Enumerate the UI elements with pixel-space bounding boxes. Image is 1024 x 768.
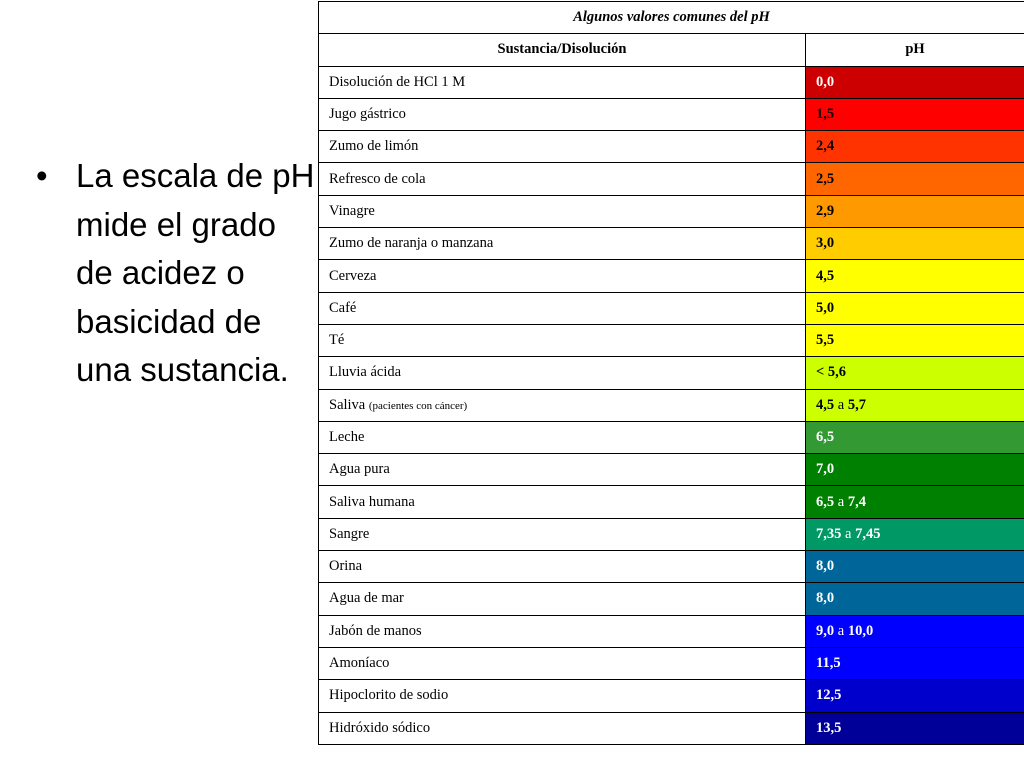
range-word: a [837,493,845,510]
substance-cell [319,615,806,647]
ph-value-cell [806,454,1024,486]
substance-name: Vinagre [329,202,375,219]
ph-value-cell [806,551,1024,583]
ph-value: 1,5 [816,106,835,123]
ph-value: 2,5 [816,170,835,187]
header-substance: Sustancia/Disolución [319,34,806,66]
substance-cell [319,98,806,130]
ph-value-cell [806,292,1024,324]
ph-value-cell [806,98,1024,130]
table-row [319,454,1024,486]
table-row [319,486,1024,518]
ph-value-cell [806,583,1024,615]
table-row [319,131,1024,163]
header-ph: pH [806,34,1024,66]
substance-name: Té [329,332,345,349]
substance-cell [319,195,806,227]
bullet-marker: • [36,157,48,194]
substance-cell [319,163,806,195]
ph-value-cell [806,712,1024,744]
substance-cell [319,454,806,486]
substance-cell [319,680,806,712]
table-row [319,712,1024,744]
table-row [319,228,1024,260]
substance-name: Jugo gástrico [329,106,406,123]
ph-value: 5,5 [816,332,835,349]
substance-cell [319,228,806,260]
substance-note: (pacientes con cáncer) [368,399,468,412]
ph-value-to: 7,45 [855,525,881,542]
ph-value: 13,5 [816,719,842,736]
ph-value: 12,5 [816,687,842,704]
ph-value-cell [806,486,1024,518]
substance-name: Zumo de limón [329,138,419,155]
ph-value-to: 5,7 [847,396,866,413]
ph-value: 11,5 [816,655,841,672]
ph-value-cell [806,260,1024,292]
substance-cell [319,583,806,615]
substance-name: Amoníaco [329,655,390,672]
table-row [319,66,1024,98]
substance-cell [319,389,806,421]
ph-value-cell [806,131,1024,163]
substance-name: Cerveza [329,267,377,284]
ph-value-cell [806,357,1024,389]
range-word: a [845,525,852,542]
substance-cell [319,324,806,356]
ph-value: 0,0 [816,73,835,90]
substance-cell [319,260,806,292]
table-row [319,98,1024,130]
table-caption: Algunos valores comunes del pH [319,2,1024,34]
ph-value-cell [806,228,1024,260]
substance-name: Sangre [329,525,370,542]
substance-name: Orina [329,558,363,575]
substance-name: Hidróxido sódico [329,719,431,736]
substance-name: Saliva humana [329,493,415,510]
table-row [319,615,1024,647]
table-row [319,195,1024,227]
substance-name: Zumo de naranja o manzana [329,235,494,252]
substance-cell [319,551,806,583]
table-row [319,518,1024,550]
table-row [319,551,1024,583]
substance-cell [319,712,806,744]
range-word: a [837,622,845,639]
ph-value: 2,9 [816,202,835,219]
substance-name: Agua de mar [329,590,404,607]
substance-cell [319,421,806,453]
ph-value: 8,0 [816,558,835,575]
ph-value-cell [806,518,1024,550]
substance-name: Leche [329,429,365,445]
ph-value-cell [806,421,1024,453]
ph-value-cell [806,389,1024,421]
ph-value-cell [806,195,1024,227]
substance-cell [319,647,806,679]
substance-cell [319,131,806,163]
table-row [319,680,1024,712]
substance-name: Disolución de HCl 1 M [329,73,466,90]
table-row [319,421,1024,453]
ph-value-cell [806,680,1024,712]
table-row [319,163,1024,195]
substance-name: Jabón de manos [329,622,422,639]
ph-value: 7,0 [816,461,835,478]
substance-cell [319,357,806,389]
table-row [319,357,1024,389]
ph-value: 5,0 [816,299,835,316]
substance-name: Agua pura [329,461,390,478]
ph-value: 4,5 [816,396,835,413]
table-row [319,292,1024,324]
substance-cell [319,518,806,550]
ph-value: 6,5 [816,429,835,445]
substance-name: Lluvia ácida [329,364,402,381]
table-header-row [319,34,1024,66]
ph-value-to: 10,0 [847,622,874,639]
range-word: a [837,396,845,413]
ph-table [318,1,1024,745]
ph-value: 4,5 [816,267,835,284]
substance-name: Saliva [329,396,366,413]
substance-cell [319,66,806,98]
table-row [319,324,1024,356]
table-row [319,260,1024,292]
ph-value: 9,0 [816,622,835,639]
table-row [319,647,1024,679]
ph-value: 7,35 [816,525,842,542]
ph-value-cell [806,615,1024,647]
ph-value: 8,0 [816,590,835,607]
ph-value-cell [806,324,1024,356]
table-body [319,66,1024,744]
table-row [319,389,1024,421]
substance-cell [319,292,806,324]
substance-cell [319,486,806,518]
ph-value-cell [806,647,1024,679]
ph-value: < 5,6 [816,364,847,381]
table-caption-row [319,2,1024,34]
table-row [319,583,1024,615]
bullet-text: La escala de pH mide el grado de acidez o basicidad de una sustancia. [76,157,315,388]
ph-value: 6,5 [816,493,835,510]
substance-name: Refresco de cola [329,170,426,187]
ph-value: 2,4 [816,138,835,155]
ph-value-to: 7,4 [847,493,866,510]
ph-value-cell [806,163,1024,195]
substance-name: Café [329,299,357,316]
substance-name: Hipoclorito de sodio [329,687,449,704]
ph-value-cell [806,66,1024,98]
ph-value: 3,0 [816,235,835,252]
